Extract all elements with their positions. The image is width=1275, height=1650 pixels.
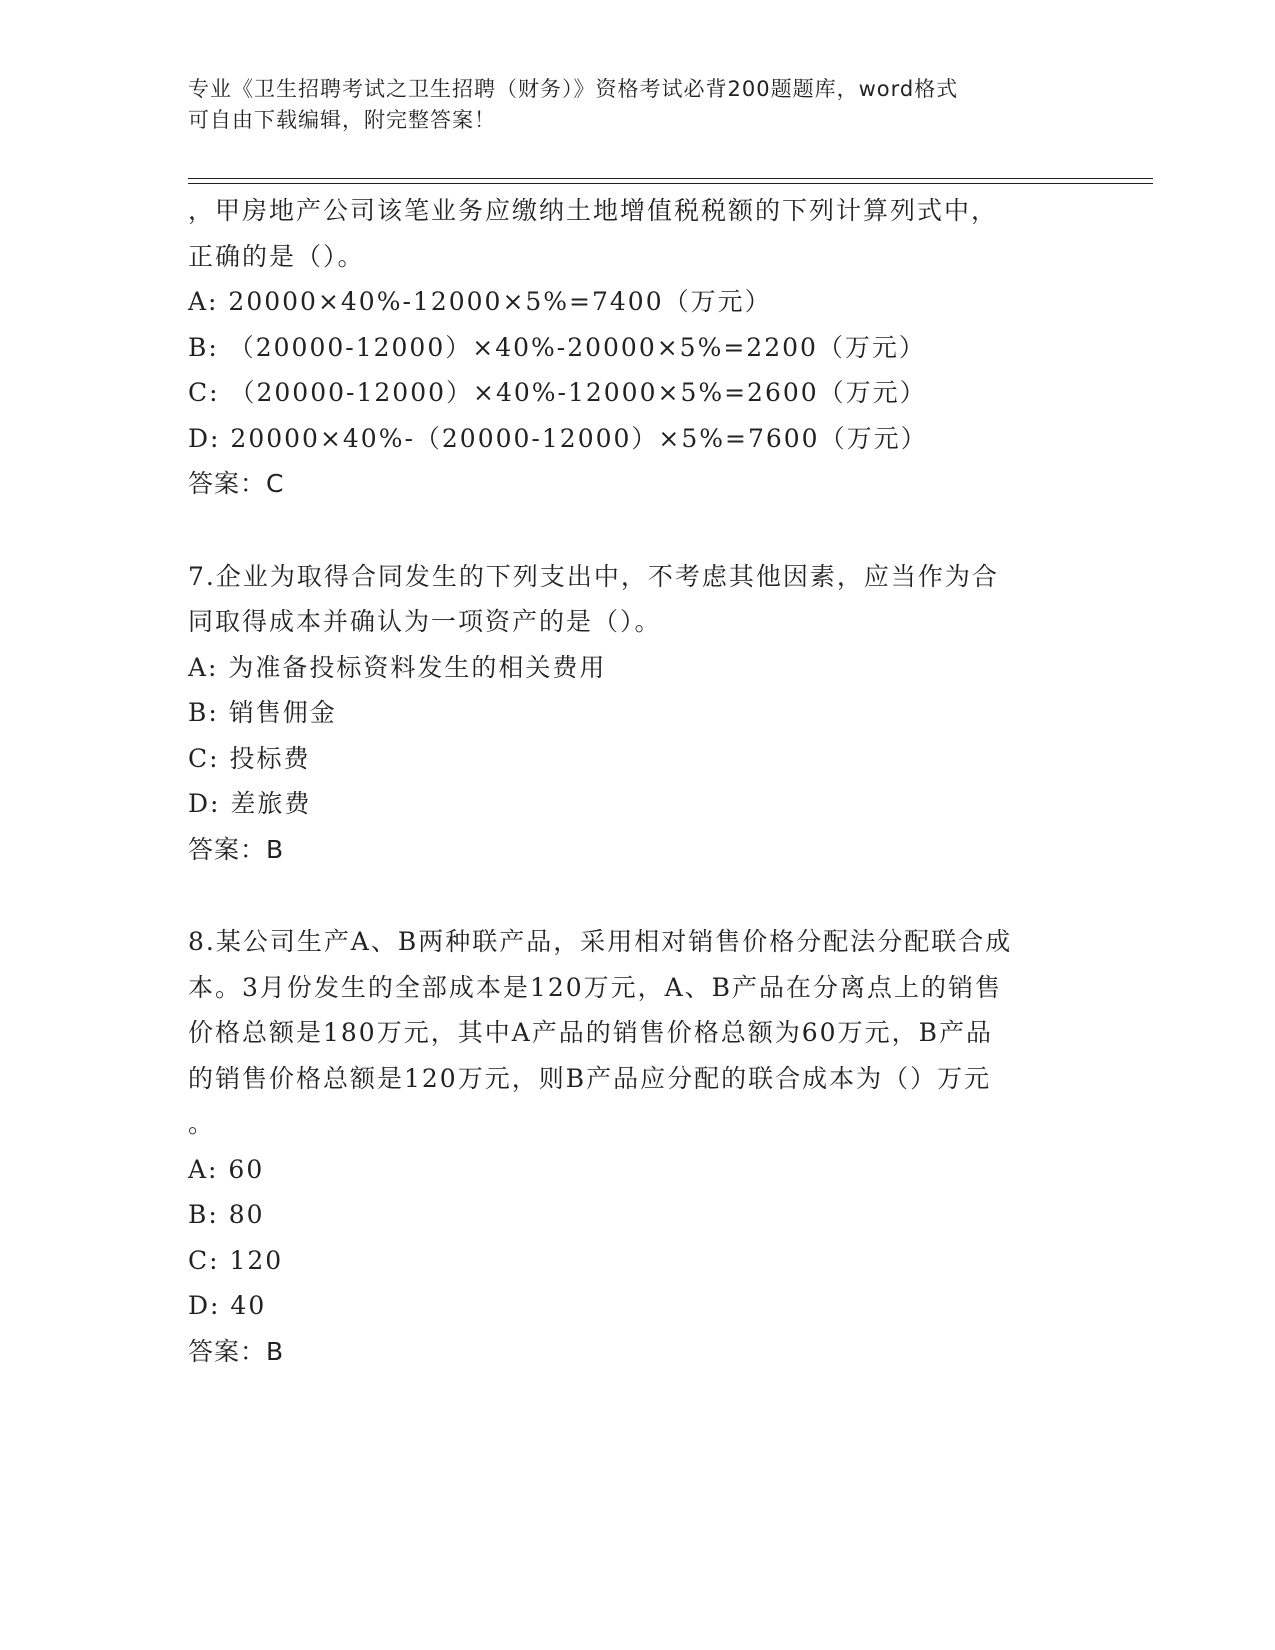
option-c: C: 120 — [188, 1245, 284, 1275]
spacer — [188, 872, 1088, 919]
question-6 — [188, 188, 1088, 507]
option-b: B: 销售佣金 — [188, 698, 337, 727]
option-b: B: 80 — [188, 1200, 265, 1229]
option-a: A: 20000×40%-12000×5%=7400（万元） — [188, 287, 772, 316]
question-7 — [188, 554, 1088, 873]
option-c: C: （20000-12000）×40%-12000×5%=2600（万元） — [188, 378, 927, 407]
header-line-2: 可自由下载编辑，附完整答案！ — [188, 108, 496, 132]
question-stem-line: 。 — [188, 1109, 216, 1138]
answer-line: 答案：B — [188, 1336, 285, 1366]
question-8 — [188, 919, 1088, 1374]
question-stem-line: 本。3月份发生的全部成本是120万元，A、B产品在分离点上的销售 — [188, 972, 1003, 1002]
option-c: C: 投标费 — [188, 743, 311, 773]
document-header — [188, 74, 1068, 136]
question-stem-line: ，甲房地产公司该笔业务应缴纳土地增值税税额的下列计算列式中， — [188, 196, 999, 225]
answer-line: 答案：B — [188, 834, 285, 864]
question-stem-line: 同取得成本并确认为一项资产的是（）。 — [188, 607, 662, 636]
question-stem-line: 正确的是（）。 — [188, 241, 365, 271]
header-rule-bottom — [188, 183, 1153, 184]
option-d: D: 40 — [188, 1291, 267, 1320]
document-body — [188, 188, 1088, 1374]
header-line-1: 专业《卫生招聘考试之卫生招聘（财务）》资格考试必背200题题库，word格式 — [188, 77, 959, 101]
answer-line: 答案：C — [188, 469, 285, 498]
question-stem-line: 价格总额是180万元，其中A产品的销售价格总额为60万元，B产品 — [188, 1018, 993, 1047]
question-stem-line: 的销售价格总额是120万元，则B产品应分配的联合成本为（）万元 — [188, 1063, 992, 1093]
option-d: D: 20000×40%-（20000-12000）×5%=7600（万元） — [188, 423, 928, 453]
question-stem-line: 8.某公司生产A、B两种联产品，采用相对销售价格分配法分配联合成 — [188, 927, 1013, 956]
option-a: A: 为准备投标资料发生的相关费用 — [188, 652, 607, 682]
option-d: D: 差旅费 — [188, 789, 312, 818]
option-b: B: （20000-12000）×40%-20000×5%=2200（万元） — [188, 332, 926, 362]
spacer — [188, 507, 1088, 554]
option-a: A: 60 — [188, 1154, 265, 1184]
question-stem-line: 7.企业为取得合同发生的下列支出中，不考虑其他因素，应当作为合 — [188, 561, 999, 591]
header-rule-top — [188, 178, 1153, 179]
